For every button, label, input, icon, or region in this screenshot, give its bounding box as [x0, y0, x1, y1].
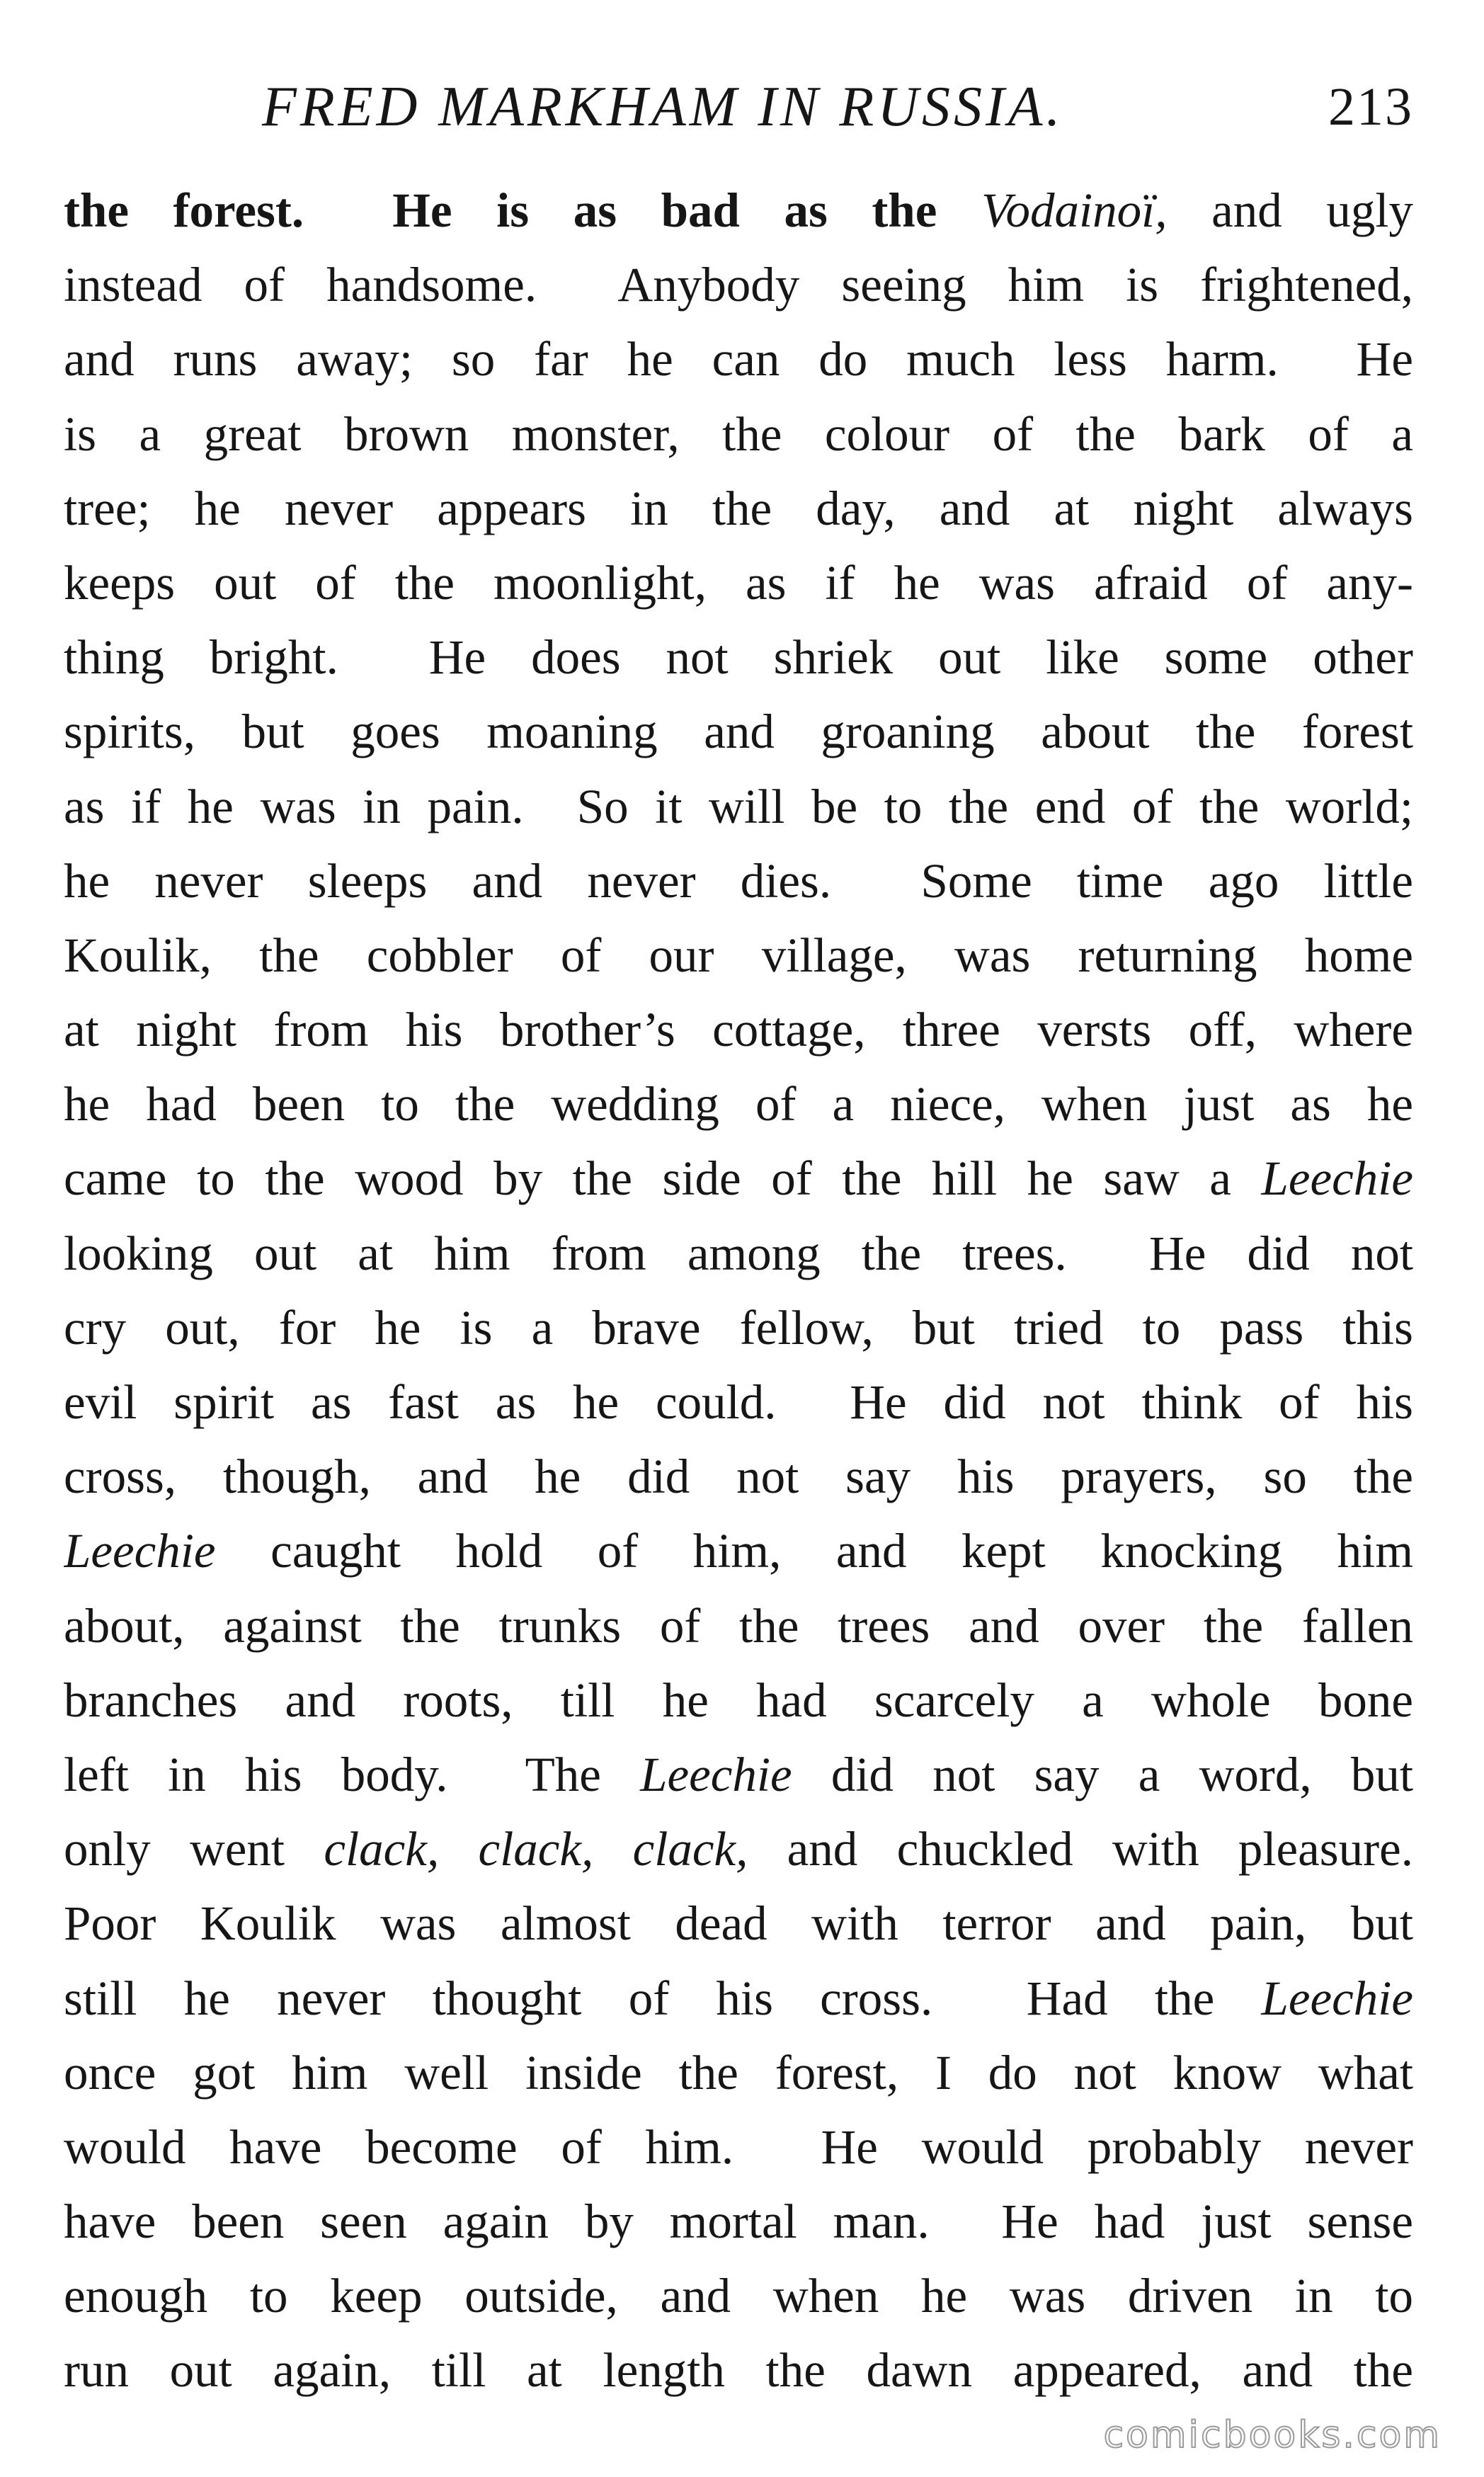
text-segment: cry out, for he is a brave fellow, but tried to pass this [64, 1300, 1413, 1355]
text-segment: and ugly [1167, 183, 1413, 237]
text-line [64, 1514, 1413, 1588]
text-segment: about, against the trunks of the trees and over the fallen [64, 1598, 1413, 1653]
text-segment: run out again, till at length the dawn appeared, and the [64, 2343, 1413, 2398]
text-segment: is a great brown monster, the colour of the bark of a [64, 406, 1413, 461]
text-segment: Poor Koulik was almost dead with terror and pain, but [64, 1896, 1413, 1951]
page-number: 213 [1328, 77, 1413, 137]
text-line [64, 1886, 1413, 1961]
body-text [64, 173, 1413, 2408]
text-line [64, 248, 1413, 322]
text-line [64, 2110, 1413, 2185]
text-line [64, 546, 1413, 620]
text-segment: keeps out of the moonlight, as if he was afraid of any- [64, 555, 1413, 610]
text-line [64, 620, 1413, 695]
text-segment: looking out at him from among the trees. He did not [64, 1226, 1413, 1280]
text-segment: instead of handsome. Anybody seeing him is frightened, [64, 258, 1413, 312]
text-line [64, 1291, 1413, 1365]
text-segment: he never sleeps and never dies. Some time ago little [64, 853, 1413, 908]
italic-text: clack, clack, clack, [324, 1822, 748, 1877]
text-segment: evil spirit as fast as he could. He did not think of his [64, 1375, 1413, 1429]
text-line [64, 2259, 1413, 2333]
text-segment: he had been to the wedding of a niece, when just as he [64, 1077, 1413, 1132]
text-line [64, 1440, 1413, 1514]
text-line [64, 844, 1413, 918]
italic-text: Leechie [640, 1747, 792, 1801]
text-segment: left in his body. The [64, 1747, 641, 1801]
text-line [64, 472, 1413, 546]
text-line [64, 2036, 1413, 2110]
text-line [64, 1141, 1413, 1216]
text-line [64, 695, 1413, 769]
italic-text: Leechie [1261, 1971, 1413, 2025]
watermark: comicbooks.com [1103, 2414, 1442, 2456]
text-line [64, 2333, 1413, 2408]
italic-text: Leechie [64, 1524, 216, 1578]
text-segment: branches and roots, till he had scarcely a whole bone [64, 1673, 1413, 1727]
text-segment: and chuckled with pleasure. [748, 1822, 1413, 1877]
text-line [64, 1961, 1413, 2036]
running-head [64, 68, 1413, 146]
text-line [64, 173, 1413, 248]
text-segment: Koulik, the cobbler of our village, was returning home [64, 928, 1413, 982]
text-segment: once got him well inside the forest, I do not know what [64, 2045, 1413, 2100]
text-line [64, 1738, 1413, 1812]
text-segment: spirits, but goes moaning and groaning about the forest [64, 705, 1413, 759]
text-line [64, 770, 1413, 844]
text-segment: came to the wood by the side of the hill he saw a [64, 1151, 1262, 1206]
text-segment: thing bright. He does not shriek out like some other [64, 630, 1413, 685]
text-segment: cross, though, and he did not say his prayers, so the [64, 1450, 1413, 1504]
text-line [64, 397, 1413, 472]
text-line [64, 1067, 1413, 1141]
text-segment: enough to keep outside, and when he was driven in to [64, 2269, 1413, 2323]
text-segment: only went [64, 1822, 324, 1877]
text-segment: still he never thought of his cross. Had the [64, 1971, 1262, 2025]
text-segment: at night from his brother’s cottage, three versts off, where [64, 1003, 1413, 1057]
text-line [64, 2185, 1413, 2259]
text-line [64, 1589, 1413, 1663]
text-segment: the forest. He is as bad as the [64, 183, 981, 237]
text-segment: would have become of him. He would probably never [64, 2119, 1413, 2174]
text-line [64, 993, 1413, 1067]
text-line [64, 1663, 1413, 1738]
text-segment: caught hold of him, and kept knocking him [215, 1524, 1413, 1578]
text-segment: and runs away; so far he can do much less harm. He [64, 332, 1413, 387]
text-line [64, 1217, 1413, 1291]
text-line [64, 322, 1413, 397]
text-line [64, 918, 1413, 993]
text-segment: tree; he never appears in the day, and at night always [64, 481, 1413, 535]
text-segment: have been seen again by mortal man. He had just sense [64, 2194, 1413, 2249]
running-title: FRED MARKHAM IN RUSSIA. [262, 76, 1064, 138]
italic-text: Leechie [1261, 1151, 1413, 1206]
text-line [64, 1812, 1413, 1886]
text-segment: did not say a word, but [792, 1747, 1413, 1801]
italic-text: Vodainoï, [981, 183, 1168, 237]
text-segment: as if he was in pain. So it will be to the end of the world; [64, 779, 1413, 833]
text-line [64, 1365, 1413, 1440]
